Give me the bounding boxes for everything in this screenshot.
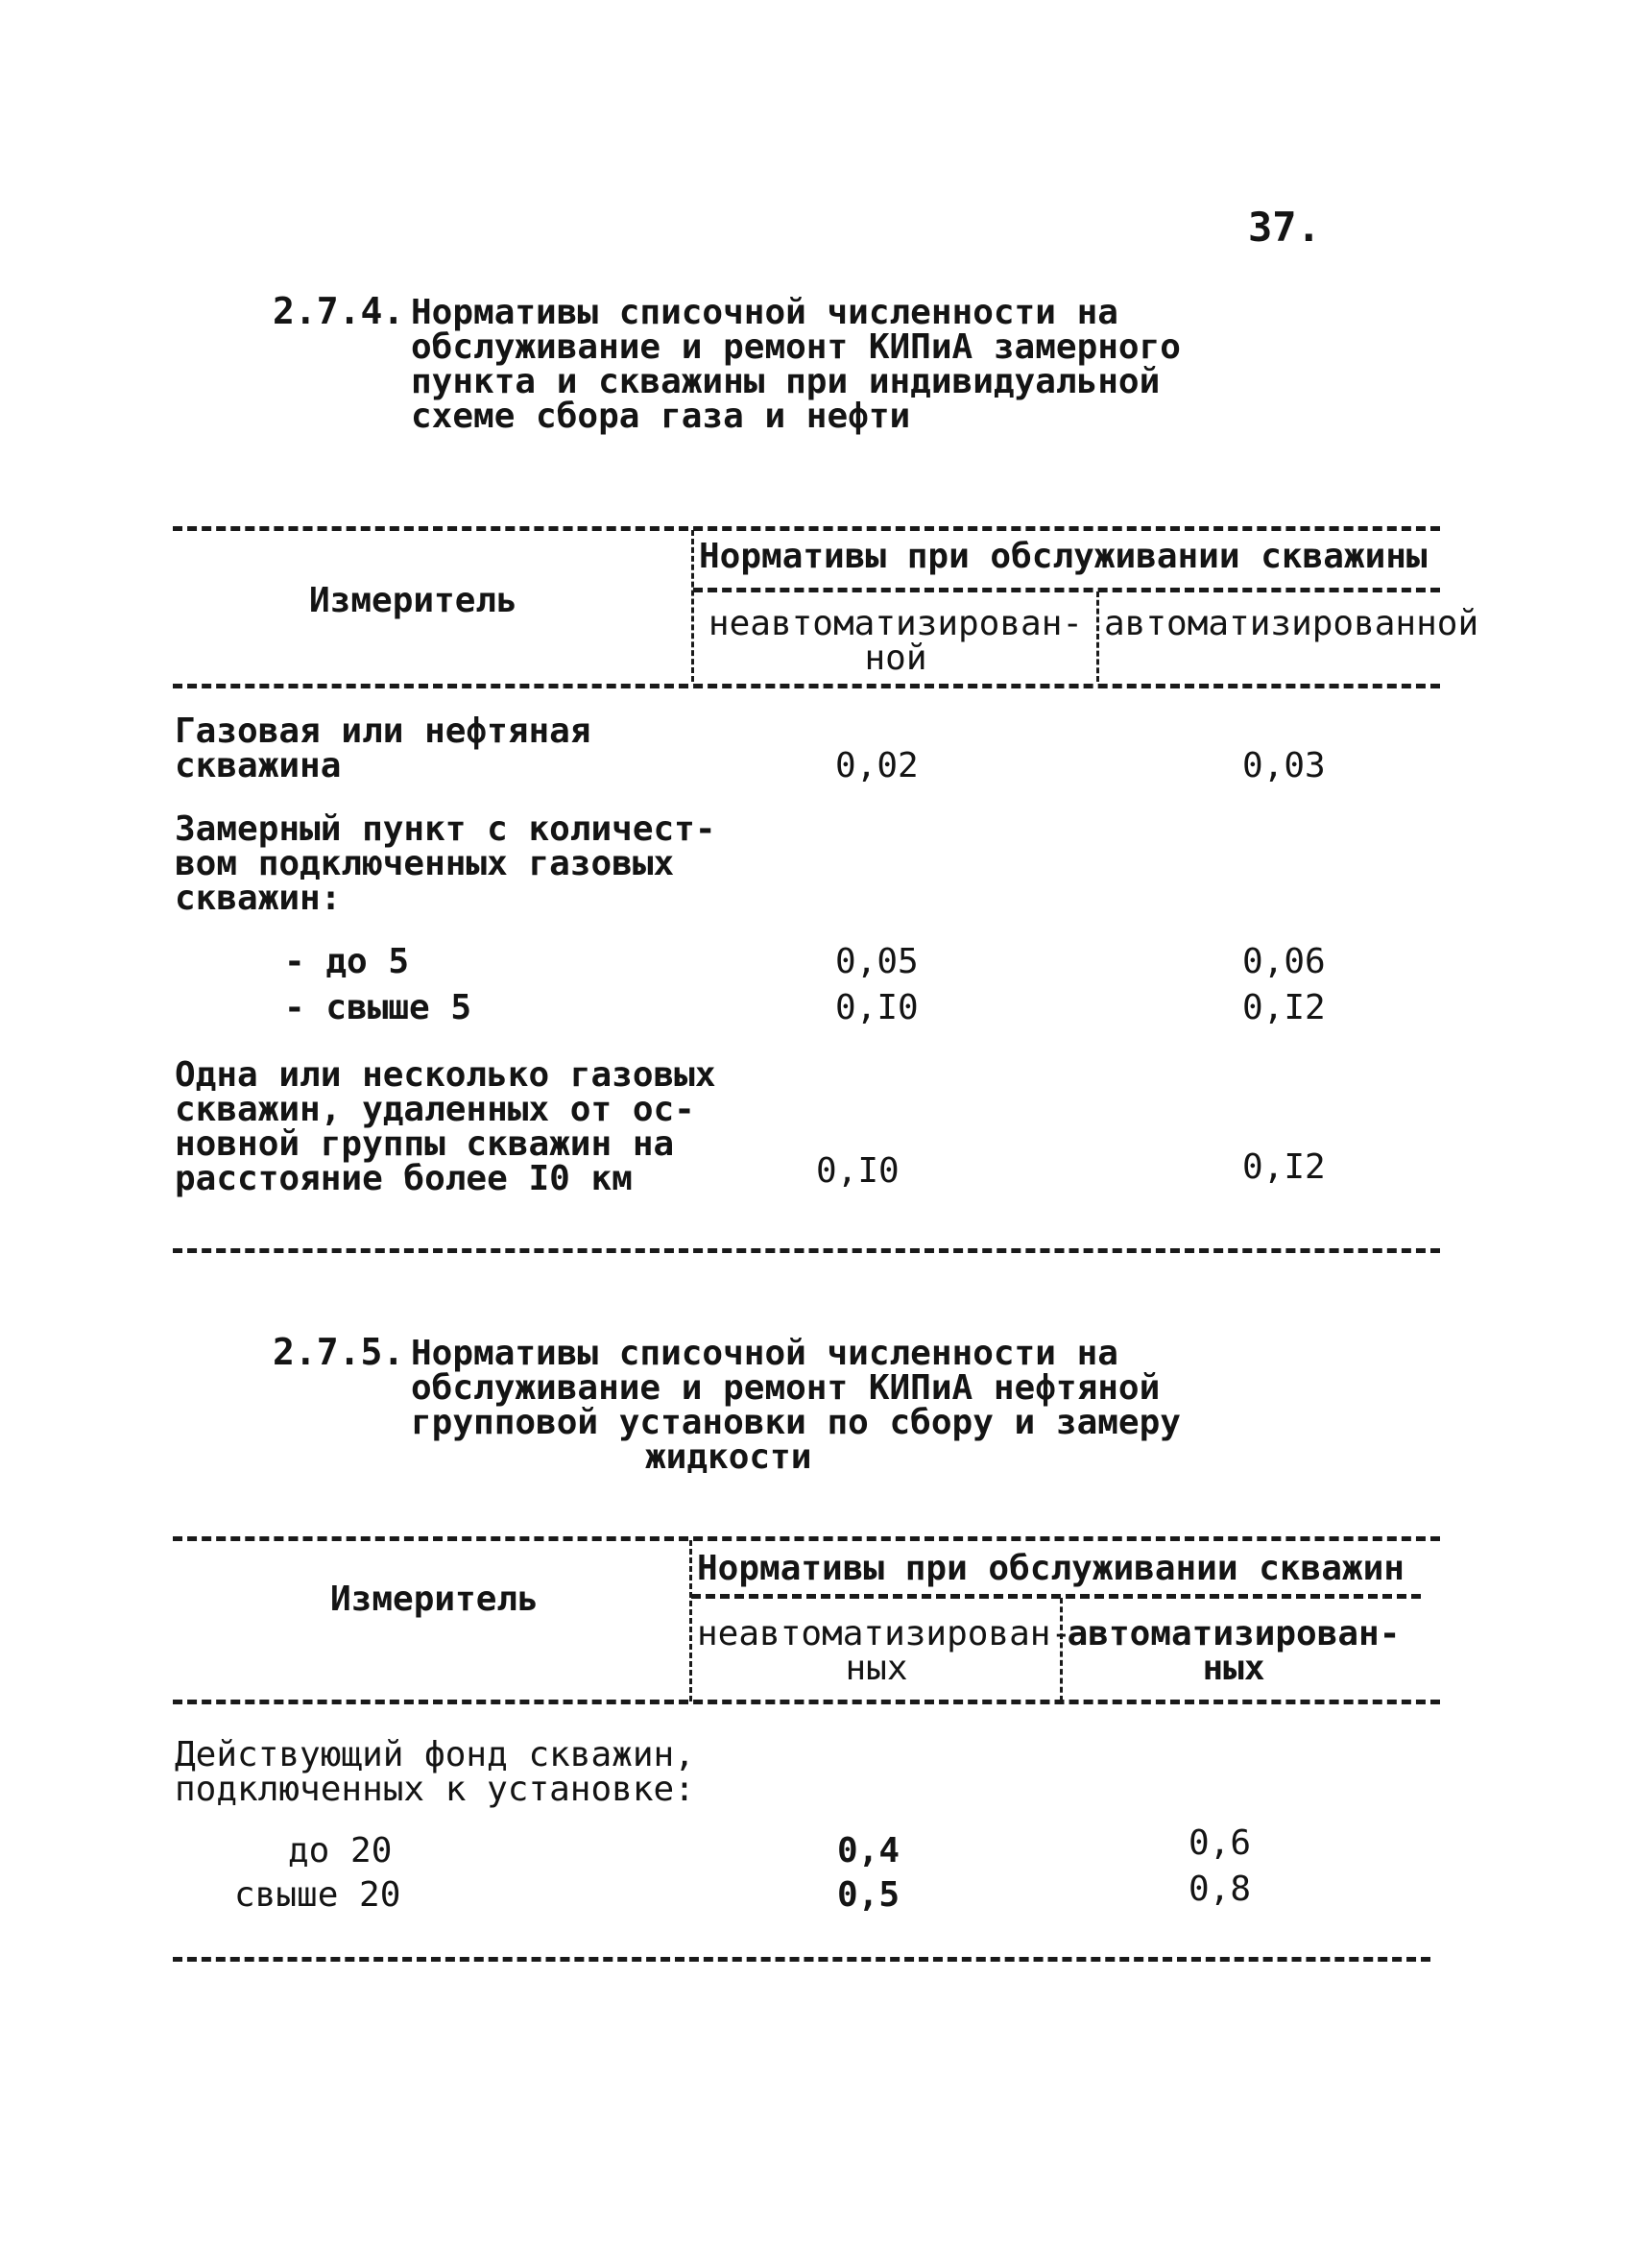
table-rule xyxy=(693,588,1440,592)
cell-nonauto: 0,05 xyxy=(835,942,919,981)
table-row-label: - до 5 xyxy=(284,942,410,981)
section-title xyxy=(411,293,1181,436)
column-header-line: ных xyxy=(1202,1649,1265,1688)
group-header: Нормативы при обслуживании скважины xyxy=(699,537,1428,576)
cell-auto: 0,I2 xyxy=(1242,988,1326,1027)
column-header-line: ных xyxy=(845,1649,908,1688)
column-header-nonauto xyxy=(697,1614,1072,1688)
table-rule xyxy=(173,1248,1440,1253)
table-row-label: свыше 20 xyxy=(234,1875,401,1915)
cell-auto: 0,06 xyxy=(1242,942,1326,981)
row-label-line: скважин: xyxy=(175,879,342,918)
table-row-label: - свыше 5 xyxy=(284,988,472,1027)
row-label-line: расстояние более I0 км xyxy=(175,1159,633,1198)
table-row-label: до 20 xyxy=(288,1831,393,1870)
table-rule xyxy=(173,684,1440,688)
table-rule xyxy=(173,1536,1440,1541)
table-row-label xyxy=(175,809,716,918)
column-header-line: автоматизирован- xyxy=(1067,1614,1401,1653)
table-rule xyxy=(173,1957,1430,1962)
table-row-label xyxy=(175,1735,695,1809)
column-header-meter: Измеритель xyxy=(330,1580,539,1619)
cell-nonauto: 0,5 xyxy=(837,1875,901,1915)
row-label-line: Действующий фонд скважин, xyxy=(175,1735,695,1774)
column-header-auto: автоматизированной xyxy=(1104,604,1479,643)
row-label-line: Одна или несколько газовых xyxy=(175,1055,716,1095)
section-title-line: Нормативы списочной численности на xyxy=(411,1334,1118,1373)
row-label-line: новной группы скважин на xyxy=(175,1124,675,1164)
cell-nonauto: 0,I0 xyxy=(835,988,919,1027)
section-title-line: обслуживание и ремонт КИПиА нефтяной xyxy=(411,1368,1161,1408)
section-number: 2.7.5. xyxy=(273,1331,405,1373)
cell-nonauto: 0,02 xyxy=(835,746,919,785)
column-header-line: ной xyxy=(864,639,927,678)
section-title xyxy=(411,1334,1181,1477)
table-row-label xyxy=(175,1055,716,1198)
cell-auto: 0,8 xyxy=(1189,1870,1252,1909)
column-header-line: неавтоматизирован- xyxy=(708,604,1084,643)
table-rule xyxy=(691,1594,1421,1599)
row-label-line: Замерный пункт с количест- xyxy=(175,809,716,849)
table-row-label xyxy=(175,714,590,784)
table-rule xyxy=(173,526,1440,531)
section-title-line: обслуживание и ремонт КИПиА замерного xyxy=(411,327,1181,367)
cell-nonauto: 0,4 xyxy=(837,1831,901,1870)
row-label-line: подключенных к установке: xyxy=(175,1770,695,1809)
section-title-line: пункта и скважины при индивидуальной xyxy=(411,362,1161,401)
column-header-meter: Измеритель xyxy=(309,581,517,620)
row-label-line: скважин, удаленных от ос- xyxy=(175,1090,695,1129)
row-label-line: скважина xyxy=(175,746,342,785)
cell-auto: 0,I2 xyxy=(1242,1147,1326,1187)
column-header-nonauto xyxy=(699,604,1093,678)
section-title-line: групповой установки по сбору и замеру xyxy=(411,1403,1181,1442)
section-title-line: схеме сбора газа и нефти xyxy=(411,397,911,436)
row-label-line: вом подключенных газовых xyxy=(175,844,675,883)
cell-auto: 0,03 xyxy=(1242,746,1326,785)
page-number: 37. xyxy=(1248,204,1321,251)
cell-auto: 0,6 xyxy=(1189,1823,1252,1863)
group-header: Нормативы при обслуживании скважин xyxy=(697,1549,1405,1588)
cell-nonauto: 0,I0 xyxy=(816,1151,900,1191)
column-header-auto xyxy=(1066,1614,1402,1688)
section-title-line: жидкости xyxy=(645,1437,812,1477)
section-title-line: Нормативы списочной численности на xyxy=(411,293,1118,332)
section-number: 2.7.4. xyxy=(273,290,405,332)
column-header-line: неавтоматизирован- xyxy=(697,1614,1072,1653)
row-label-line: Газовая или нефтяная xyxy=(175,712,591,751)
column-divider xyxy=(691,530,694,682)
column-divider xyxy=(1096,591,1099,682)
column-divider xyxy=(689,1540,692,1701)
table-rule xyxy=(173,1700,1440,1704)
